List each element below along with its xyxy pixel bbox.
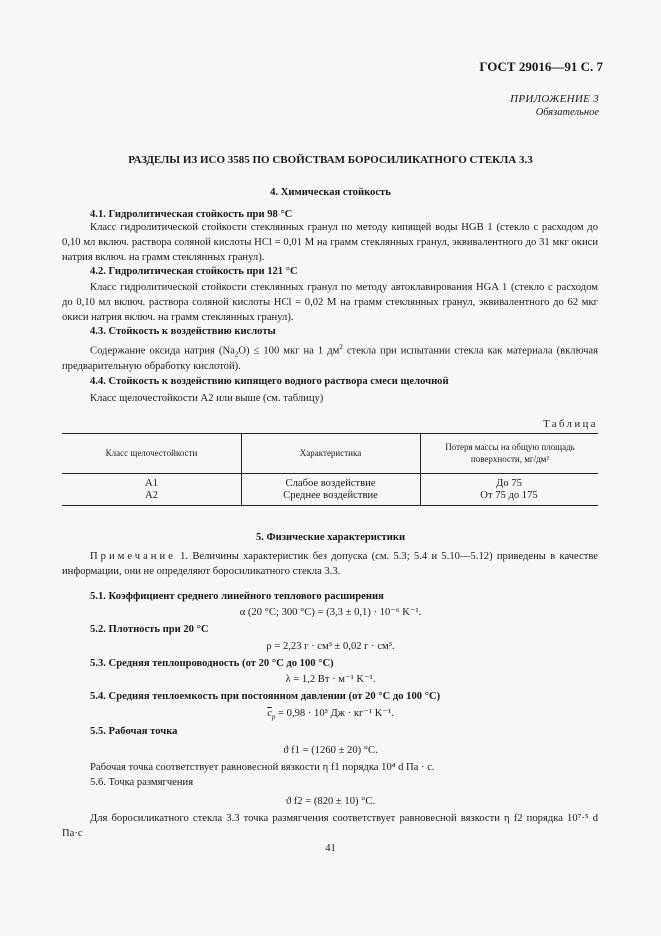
page-number: 41	[325, 843, 336, 854]
heading-5-5: 5.5. Рабочая точка	[90, 726, 178, 737]
table-row	[420, 478, 598, 502]
paragraph-4-3: Содержание оксида натрия $(Na_2O) \le 100$ мкг на 1 $дм^2$ стекла при испытании стекла как материала (включая предварительную обработку кислотой).	[62, 343, 598, 373]
formula-5-4: $\overline{c}_p = 0,98 \cdot 10^3$ Дж · кг⁻¹ K⁻¹.	[267, 708, 394, 722]
heading-5-4: 5.4. Средняя теплоемкость при постоянном давлении (от 20 °С до 100 °С)	[90, 691, 441, 702]
formula-5-6: ϑ f2 = (820 ± 10) °С.	[285, 796, 376, 807]
formula-5-3: λ = 1,2 Вт · м⁻¹ K⁻¹.	[285, 674, 376, 685]
alkali-resistance-table	[62, 433, 598, 505]
table-cell-class-a1: А1	[145, 478, 158, 489]
heading-5-2: 5.2. Плотность при 20 °С	[90, 624, 209, 635]
formula-5-2: ρ = 2,23 г · см³ ± 0,02 г · см³.	[266, 641, 395, 652]
note-label: Примечание	[90, 551, 176, 562]
table-row	[62, 478, 241, 502]
paragraph-4-2: Класс гидролитической стойкости стеклянных гранул по методу автоклавирования HGA 1 (стекло с расходом до 0,10 мл включ. раствора соляной кислоты HCl = 0,02 М на грамм стеклянных гранул, эквивалентного до 62 мкг окиси натрия включ. на грамм стеклянных гранул).	[62, 282, 598, 323]
page-title: РАЗДЕЛЫ ИЗ ИСО 3585 ПО СВОЙСТВАМ БОРОСИЛИКАТНОГО СТЕКЛА 3.3	[128, 154, 533, 166]
appendix-title: ПРИЛОЖЕНИЕ 3	[510, 93, 599, 105]
table-row	[241, 478, 420, 502]
heading-4-2: 4.2. Гидролитическая стойкость при 121 °С	[90, 266, 298, 277]
heading-4-1: 4.1. Гидролитическая стойкость при 98 °С	[90, 209, 293, 220]
table-cell-char-a1: Слабое воздействие	[285, 478, 376, 489]
heading-5-3: 5.3. Средняя теплопроводность (от 20 °С до 100 °С)	[90, 658, 334, 669]
table-cell-char-a2: Среднее воздействие	[283, 490, 378, 502]
table-rule-bottom	[62, 505, 598, 506]
section-4-heading: 4. Химическая стойкость	[270, 187, 391, 198]
table-header-class: Класс щелочестойкости	[105, 448, 198, 458]
heading-5-1: 5.1. Коэффициент среднего линейного теплового расширения	[90, 591, 384, 602]
section-5-heading: 5. Физические характеристики	[255, 532, 406, 543]
note-paragraph: Примечание 1. Величины характеристик без допуска (см. 5.3; 5.4 и 5.10—5.12) приведены в качестве информации, они не определяют боросиликатного стекла 3.3.	[62, 551, 598, 577]
appendix-label	[510, 92, 599, 120]
paragraph-5-5: Рабочая точка соответствует равновесной вязкости η f1 порядка 10⁴ d Па · с.	[90, 762, 435, 773]
table-rule-header	[62, 473, 598, 474]
paragraph-4-4: Класс щелочестойкости А2 или выше (см. таблицу)	[90, 393, 324, 404]
appendix-status: Обязательное	[535, 107, 599, 119]
heading-5-6: 5.6. Точка размягчения	[90, 777, 194, 788]
formula-5-5: ϑ f1 = (1260 ± 20) °С.	[283, 745, 378, 756]
paragraph-5-6: Для боросиликатного стекла 3.3 точка размягчения соответствует равновесной вязкости η f2 порядка 10⁷·⁵ d Па·с	[62, 813, 598, 839]
table-cell-class-a2: А2	[145, 490, 158, 502]
document-reference: ГОСТ 29016—91 С. 7	[479, 59, 603, 74]
table-cell-loss-a1: До 75	[496, 478, 522, 489]
table-cell-loss-a2: От 75 до 175	[480, 490, 538, 502]
table-caption: Таблица	[543, 419, 598, 430]
heading-4-4: 4.4. Стойкость к воздействию кипящего водного раствора смеси щелочной	[90, 376, 449, 387]
paragraph-4-1: Класс гидролитической стойкости стеклянных гранул по методу кипящей воды HGB 1 (стекло с расходом до 0,10 мл включ. раствора соляной кислоты HCl = 0,01 М на грамм стеклянных гранул, эквивалентного до 31 мкг окиси натрия включ. на грамм стеклянных гранул).	[62, 222, 598, 263]
table-header-mass-loss: Потеря массы на общую площадь поверхности, мг/дм²	[445, 442, 575, 465]
heading-4-3: 4.3. Стойкость к воздействию кислоты	[90, 326, 276, 337]
table-header-characteristic: Характеристика	[299, 448, 362, 458]
table-rule-top	[62, 433, 598, 434]
formula-5-1: α (20 °С; 300 °С) = (3,3 ± 0,1) · 10⁻⁶ K⁻¹.	[239, 607, 422, 618]
